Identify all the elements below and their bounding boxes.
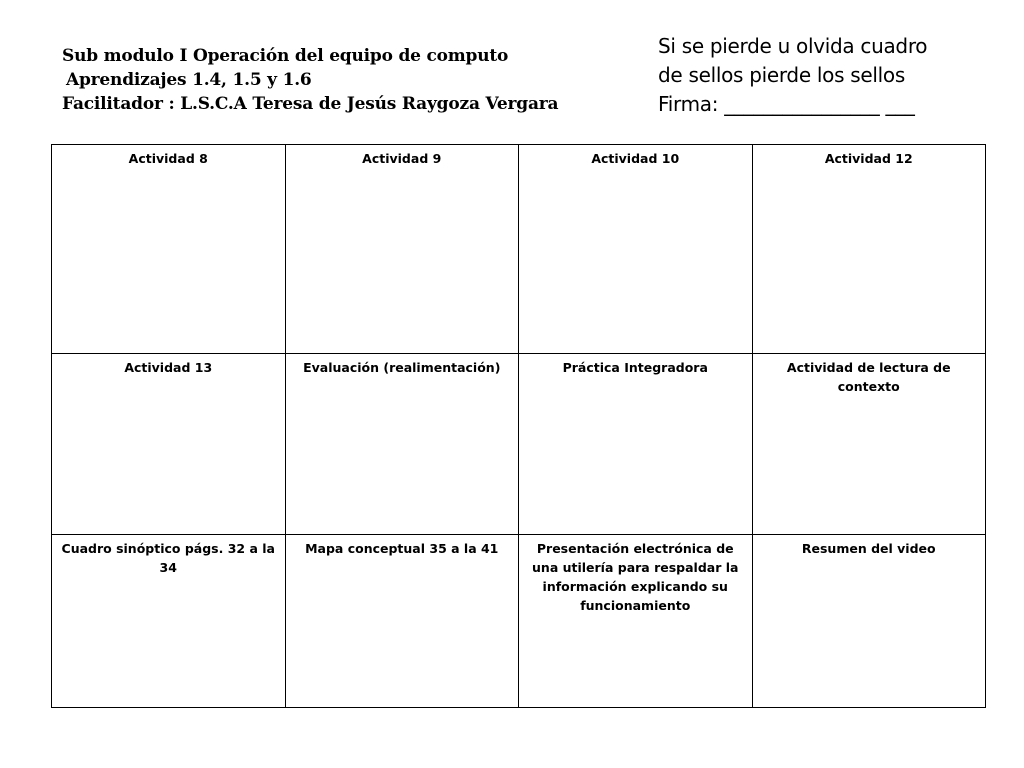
table-row (52, 354, 986, 534)
learning-outcomes: Aprendizajes 1.4, 1.5 y 1.6 (66, 70, 312, 90)
course-header (62, 44, 558, 116)
stamp-cell: Presentación electrónica de una utilería para respaldar la información explicando su funcionamiento (519, 534, 753, 707)
stamp-cell: Actividad 12 (752, 145, 986, 354)
stamp-notice (658, 32, 927, 119)
stamp-cell: Actividad 13 (52, 354, 286, 534)
stamp-cell: Actividad 10 (519, 145, 753, 354)
stamp-cell: Práctica Integradora (519, 354, 753, 534)
stamp-grid (51, 144, 986, 708)
course-title: Sub modulo I Operación del equipo de computo (62, 46, 509, 66)
stamp-cell: Resumen del video (752, 534, 986, 707)
stamp-cell: Actividad 8 (52, 145, 286, 354)
stamp-cell: Evaluación (realimentación) (285, 354, 519, 534)
notice-line-1: Si se pierde u olvida cuadro (658, 34, 928, 58)
stamp-cell: Actividad de lectura de contexto (752, 354, 986, 534)
signature-line: Firma: ________________ ___ (658, 92, 915, 116)
stamp-cell: Actividad 9 (285, 145, 519, 354)
stamp-cell: Mapa conceptual 35 a la 41 (285, 534, 519, 707)
notice-line-2: de sellos pierde los sellos (658, 63, 905, 87)
stamp-cell: Cuadro sinóptico págs. 32 a la 34 (52, 534, 286, 707)
facilitator-name: Facilitador : L.S.C.A Teresa de Jesús Raygoza Vergara (62, 94, 559, 114)
table-row (52, 145, 986, 354)
table-row (52, 534, 986, 707)
